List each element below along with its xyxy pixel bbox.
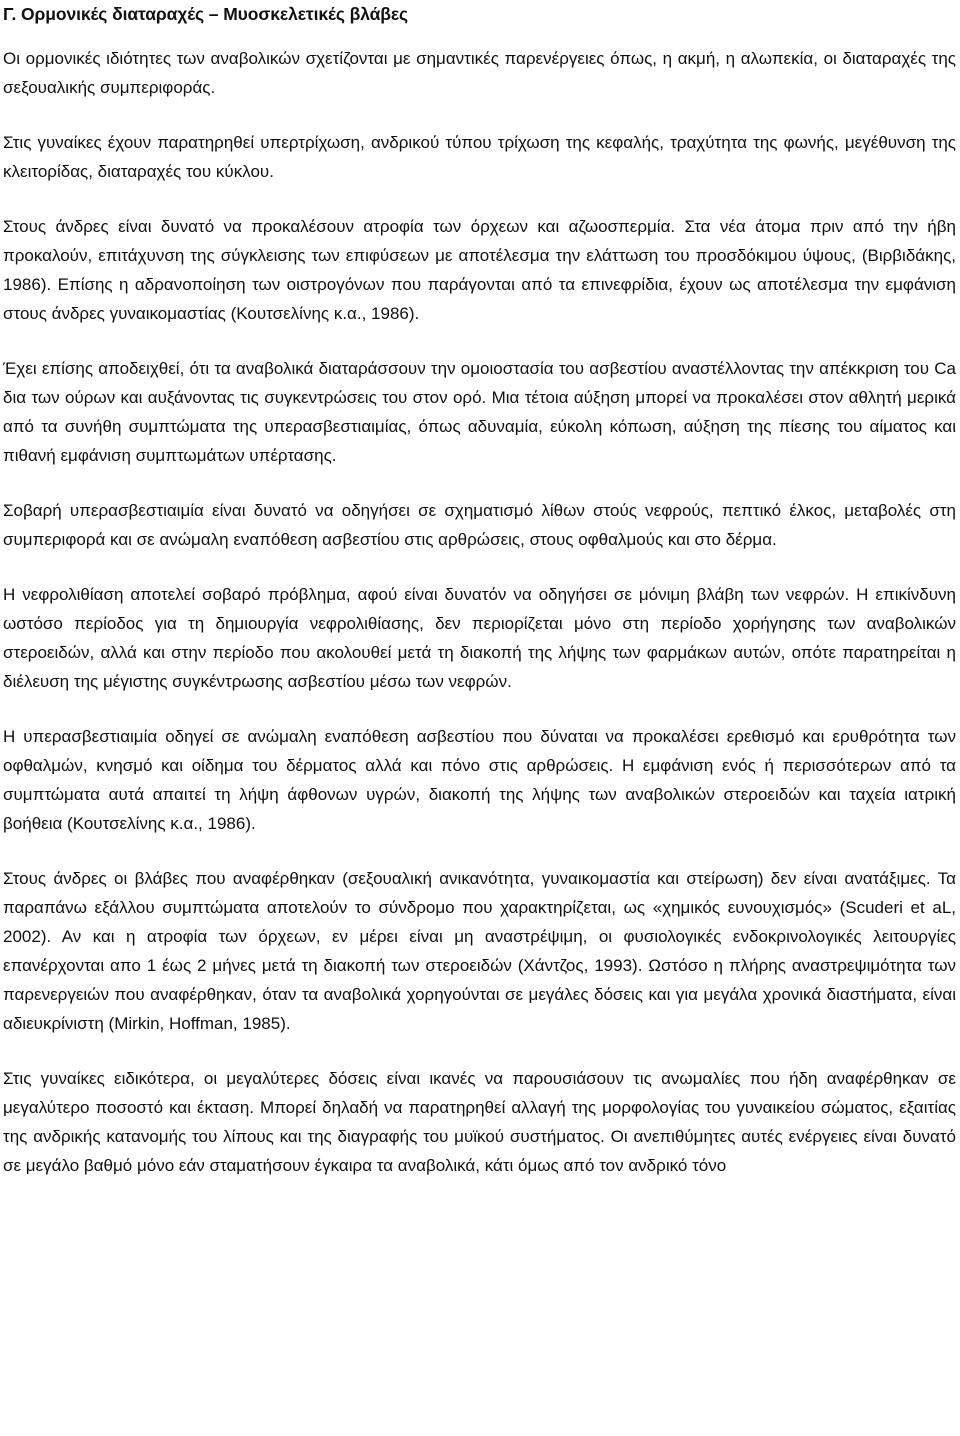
paragraph-6: Η νεφρολιθίαση αποτελεί σοβαρό πρόβλημα, αφού είναι δυνατόν να οδηγήσει σε μόνιμη βλάβη των νεφρών. Η επικίνδυνη ωστόσο περίοδος για τη δημιουργία νεφρολιθίασης, δεν περιορίζεται μόνο στη περίοδο χορήγησης των αναβολικών στεροειδών, αλλά και στην περίοδο που ακολουθεί μετά τη διακοπή της λήψης των φαρμάκων αυτών, οπότε παρατηρείται η διέλευση της μέγιστης συγκέντρωσης ασβεστίου μέσω των νεφρών. (3, 585, 956, 691)
paragraph-4: Έχει επίσης αποδειχθεί, ότι τα αναβολικά διαταράσσουν την ομοιοστασία του ασβεστίου αναστέλλοντας την απέκκριση του Ca δια των ούρων και αυξάνοντας τις συγκεντρώσεις του στον ορό. Μια τέτοια αύξηση μπορεί να προκαλέσει στον αθλητή μερικά από τα συνήθη συμπτώματα της υπερασβεστιαιμίας, όπως αδυναμία, εύκολη κόπωση, αύξηση της πίεσης του αίματος και πιθανή εμφάνιση συμπτωμάτων υπέρτασης. (3, 359, 956, 465)
paragraph-2: Στις γυναίκες έχουν παρατηρηθεί υπερτρίχωση, ανδρικού τύπου τρίχωση της κεφαλής, τραχύτητα της φωνής, μεγέθυνση της κλειτορίδας, διαταραχές του κύκλου. (3, 133, 956, 181)
paragraph-5: Σοβαρή υπερασβεστιαιμία είναι δυνατό να οδηγήσει σε σχηματισμό λίθων στούς νεφρούς, πεπτικό έλκος, μεταβολές στη συμπεριφορά και σε ανώμαλη εναπόθεση ασβεστίου στις αρθρώσεις, στους οφθαλμούς και στο δέρμα. (3, 501, 956, 549)
paragraph-8: Στους άνδρες οι βλάβες που αναφέρθηκαν (σεξουαλική ανικανότητα, γυναικομαστία και στείρωση) δεν είναι ανατάξιμες. Τα παραπάνω εξάλλου συμπτώματα αποτελούν το σύνδρομο που χαρακτηρίζεται, ως «χημικός ευνουχισμός» (Scuderi et aL, 2002). Αν και η ατροφία των όρχεων, εν μέρει είναι μη αναστρέψιμη, οι φυσιολογικές ενδοκρινολογικές λειτουργίες επανέρχονται απο 1 έως 2 μήνες μετά τη διακοπή των στεροειδών (Χάντζος, 1993). Ωστόσο η πλήρης αναστρεψιμότητα των παρενεργειών που αναφέρθηκαν, όταν τα αναβολικά χορηγούνται σε μεγάλες δόσεις και για μεγάλα χρονικά διαστήματα, είναι αδιευκρίνιστη (Mirkin, Hoffman, 1985). (3, 869, 956, 1033)
paragraph-3: Στους άνδρες είναι δυνατό να προκαλέσουν ατροφία των όρχεων και αζωοσπερμία. Στα νέα άτομα πριν από την ήβη προκαλούν, επιτάχυνση της σύγκλεισης των επιφύσεων με αποτέλεσμα την ελάττωση του προσδόκιμου ύψους, (Βιρβιδάκης, 1986). Επίσης η αδρανοποίηση των οιστρογόνων που παράγονται από τα επινεφρίδια, έχουν ως αποτέλεσμα την εμφάνιση στους άνδρες γυναικομαστίας (Κουτσελίνης κ.α., 1986). (3, 217, 956, 323)
section-heading: Γ. Ορμονικές διαταραχές – Μυοσκελετικές βλάβες (3, 4, 409, 24)
paragraph-7: Η υπερασβεστιαιμία οδηγεί σε ανώμαλη εναπόθεση ασβεστίου που δύναται να προκαλέσει ερεθισμό και ερυθρότητα των οφθαλμών, κνησμό και οίδημα του δέρματος αλλά και πόνο στις αρθρώσεις. Η εμφάνιση ενός ή περισσότερων από τα συμπτώματα αυτά απαιτεί τη λήψη άφθονων υγρών, διακοπή της λήψης των αναβολικών στεροειδών και ταχεία ιατρική βοήθεια (Κουτσελίνης κ.α., 1986). (3, 727, 956, 833)
paragraph-1: Οι ορμονικές ιδιότητες των αναβολικών σχετίζονται με σημαντικές παρενέργειες όπως, η ακμή, η αλωπεκία, οι διαταραχές της σεξουαλικής συμπεριφοράς. (3, 49, 956, 97)
body-text (3, 44, 956, 1180)
paragraph-9: Στις γυναίκες ειδικότερα, οι μεγαλύτερες δόσεις είναι ικανές να παρουσιάσουν τις ανωμαλίες που ήδη αναφέρθηκαν σε μεγαλύτερο ποσοστό και έκταση. Μπορεί δηλαδή να παρατηρηθεί αλλαγή της μορφολογίας του γυναικείου σώματος, εξαιτίας της ανδρικής κατανομής του λίπους και της διαγραφής του μυϊκού συστήματος. Οι ανεπιθύμητες αυτές ενέργειες είναι δυνατό σε μεγάλο βαθμό μόνο εάν σταματήσουν έγκαιρα τα αναβολικά, κάτι όμως από τον ανδρικό τόνο (3, 1069, 956, 1175)
